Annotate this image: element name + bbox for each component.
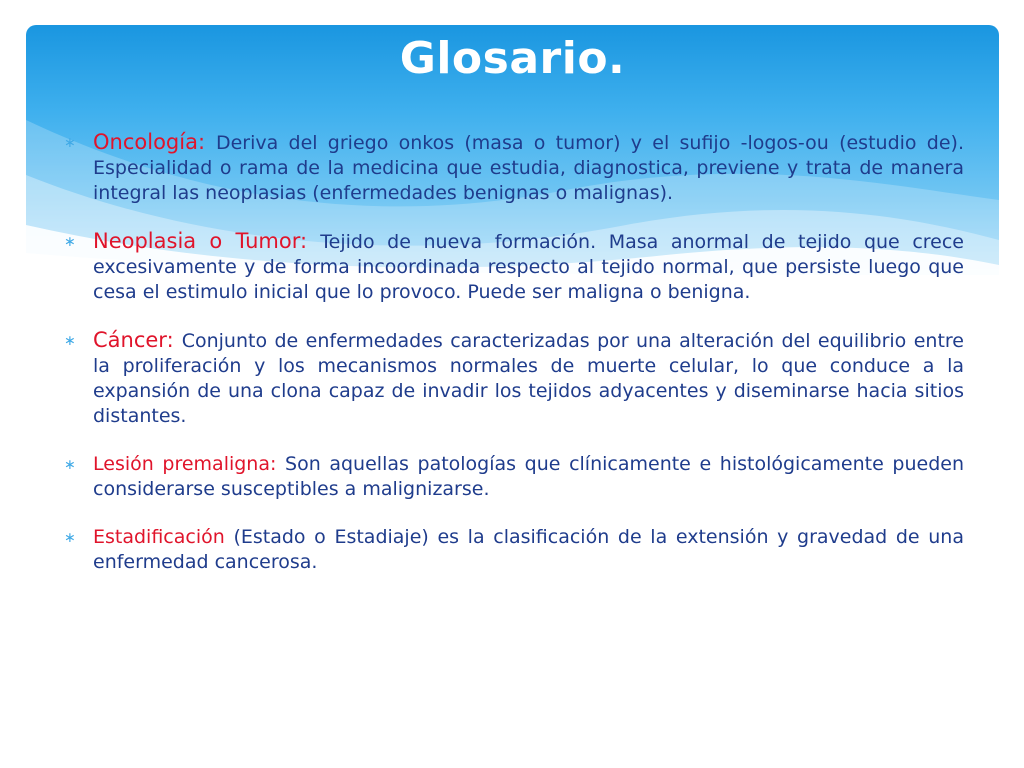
glossary-definition: Deriva del griego onkos (masa o tumor) y el sufijo -logos-ou (estudio de). Especialidad o rama de la medicina que estudia, diagnostica, previene y trata de manera integral las neoplasias (enfermedades benignas o malignas). xyxy=(93,132,965,204)
glossary-term: Oncología: xyxy=(93,130,216,154)
glossary-item-estadificacion xyxy=(64,525,964,575)
glossary-list xyxy=(64,130,964,598)
glossary-item-lesion-premaligna xyxy=(64,452,964,502)
page-title: Glosario. xyxy=(399,33,626,84)
glossary-term: Cáncer: xyxy=(93,328,182,352)
bullet-icon: ∗ xyxy=(64,457,76,473)
glossary-term: Lesión premaligna: xyxy=(93,453,286,475)
glossary-definition: Son aquellas patologías que clínicamente e histológicamente pueden considerarse susceptibles a malignizarse. xyxy=(93,453,964,500)
glossary-term: Neoplasia o Tumor: xyxy=(93,229,321,253)
glossary-definition: Tejido de nueva formación. Masa anormal de tejido que crece excesivamente y de forma incoordinada respecto al tejido normal, que persiste luego que cesa el estimulo inicial que lo provoco. Puede ser maligna o benigna. xyxy=(93,231,964,303)
glossary-definition: Conjunto de enfermedades caracterizadas por una alteración del equilibrio entre la proliferación y los mecanismos normales de muerte celular, lo que conduce a la expansión de una clona capaz de invadir los tejidos adyacentes y diseminarse hacia sitios distantes. xyxy=(93,330,964,427)
bullet-icon: ∗ xyxy=(64,234,76,250)
bullet-icon: ∗ xyxy=(64,135,76,151)
glossary-item-oncologia xyxy=(64,130,964,206)
glossary-item-neoplasia xyxy=(64,229,964,305)
glossary-term: Estadificación xyxy=(93,526,234,548)
glossary-definition: (Estado o Estadiaje) es la clasificación de la extensión y gravedad de una enfermedad cancerosa. xyxy=(93,526,964,573)
glossary-item-cancer xyxy=(64,328,964,429)
bullet-icon: ∗ xyxy=(64,530,76,546)
bullet-icon: ∗ xyxy=(64,333,76,349)
